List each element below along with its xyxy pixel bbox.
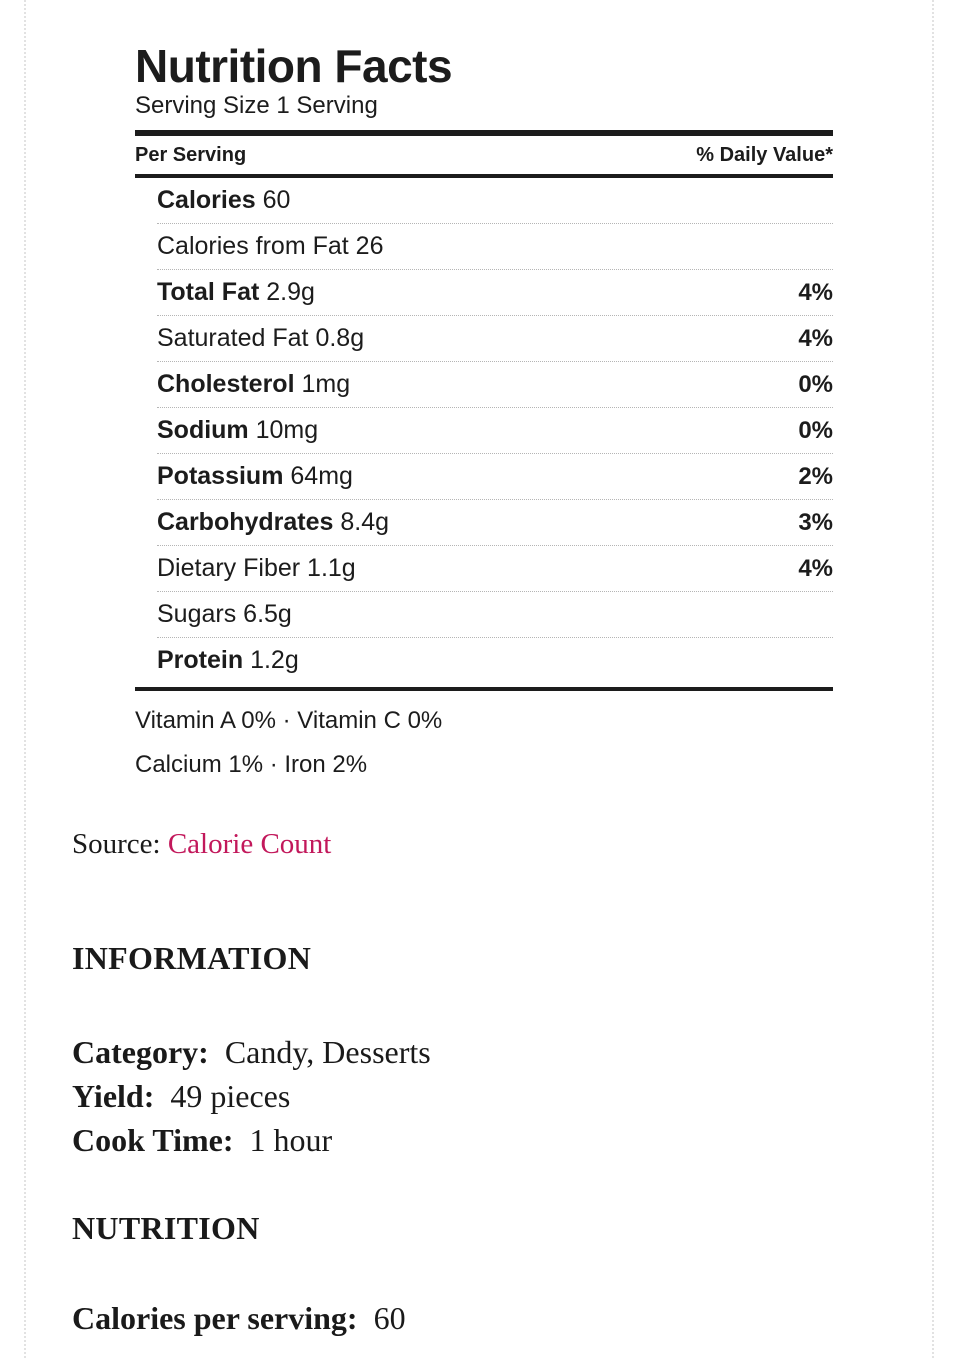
per-serving-label: Per Serving <box>135 143 247 166</box>
nutrient-row <box>157 408 833 454</box>
category-label: Category: <box>72 1034 209 1070</box>
nutrient-label: Calories from Fat <box>157 232 349 260</box>
source-line <box>72 828 331 861</box>
nutrient-label: Total Fat <box>157 278 260 306</box>
nutrient-label: Sodium <box>157 416 249 444</box>
cook-time-line <box>72 1118 431 1162</box>
cook-time-label: Cook Time: <box>72 1122 234 1158</box>
nutrient-label: Sugars <box>157 600 237 628</box>
nutrient-row <box>157 454 833 500</box>
nutrient-daily-value: 4% <box>798 554 833 582</box>
nutrient-row <box>157 362 833 408</box>
nutrition-header-row <box>135 136 833 174</box>
nutrient-amount: 2.9g <box>266 278 315 306</box>
nutrient-amount: 64mg <box>290 462 353 490</box>
nutrient-label: Dietary Fiber <box>157 554 301 582</box>
information-heading: INFORMATION <box>72 940 312 976</box>
nutrition-facts-title: Nutrition Facts <box>135 40 453 92</box>
nutrient-daily-value: 0% <box>798 370 833 398</box>
nutrient-daily-value: 2% <box>798 462 833 490</box>
nutrient-amount: 26 <box>355 232 384 260</box>
nutrient-name-value <box>157 554 356 583</box>
nutrient-name-value <box>157 324 364 353</box>
nutrient-amount: 0.8g <box>315 324 365 352</box>
nutrient-row <box>157 546 833 592</box>
nutrient-amount: 10mg <box>255 416 319 444</box>
nutrient-label: Potassium <box>157 462 284 490</box>
nutrient-amount: 8.4g <box>340 508 390 536</box>
category-line <box>72 1030 431 1074</box>
nutrient-amount: 60 <box>262 186 291 214</box>
nutrient-label: Calories <box>157 186 256 214</box>
nutrient-daily-value: 0% <box>798 416 833 444</box>
cook-time-value: 1 hour <box>249 1122 333 1158</box>
yield-label: Yield: <box>72 1078 155 1114</box>
vitamins-section <box>135 699 833 787</box>
calories-per-serving-label: Calories per serving: <box>72 1300 358 1336</box>
nutrient-daily-value: 3% <box>798 508 833 536</box>
daily-value-header: % Daily Value* <box>696 143 833 166</box>
nutrient-row <box>157 270 833 316</box>
minerals-line: Calcium 1% · Iron 2% <box>135 751 368 778</box>
nutrient-daily-value: 4% <box>798 324 833 352</box>
nutrient-name-value <box>157 370 350 399</box>
nutrient-row <box>157 224 833 270</box>
nutrition-facts-label <box>135 40 833 787</box>
nutrient-name-value <box>157 278 315 307</box>
nutrient-row <box>157 500 833 546</box>
nutrient-row <box>157 638 833 683</box>
nutrient-name-value <box>157 508 389 537</box>
calories-per-serving-value: 60 <box>373 1300 406 1336</box>
nutrient-amount: 1.2g <box>250 646 299 674</box>
nutrient-label: Saturated Fat <box>157 324 309 352</box>
nutrient-name-value <box>157 232 383 261</box>
nutrient-list <box>135 178 833 683</box>
nutrient-label: Carbohydrates <box>157 508 334 536</box>
nutrient-label: Protein <box>157 646 244 674</box>
nutrient-amount: 6.5g <box>243 600 292 628</box>
nutrient-name-value <box>157 186 290 215</box>
category-value: Candy, Desserts <box>224 1034 431 1070</box>
nutrient-name-value <box>157 416 318 445</box>
calories-per-serving-line <box>72 1300 406 1337</box>
yield-line <box>72 1074 431 1118</box>
source-label: Source: <box>72 828 161 860</box>
nutrient-row <box>157 316 833 362</box>
nutrient-daily-value: 4% <box>798 278 833 306</box>
nutrition-heading: NUTRITION <box>72 1210 260 1246</box>
nutrient-name-value <box>157 600 292 629</box>
bottom-divider <box>135 687 833 691</box>
nutrient-name-value <box>157 646 299 675</box>
nutrient-name-value <box>157 462 353 491</box>
information-details <box>72 1030 431 1162</box>
nutrient-row <box>157 592 833 638</box>
nutrient-amount: 1.1g <box>307 554 356 582</box>
source-link[interactable]: Calorie Count <box>167 828 332 860</box>
yield-value: 49 pieces <box>170 1078 291 1114</box>
nutrient-label: Cholesterol <box>157 370 295 398</box>
nutrient-row <box>157 178 833 224</box>
serving-size: Serving Size 1 Serving <box>135 92 378 119</box>
nutrient-amount: 1mg <box>301 370 351 398</box>
vitamins-line: Vitamin A 0% · Vitamin C 0% <box>135 707 443 734</box>
